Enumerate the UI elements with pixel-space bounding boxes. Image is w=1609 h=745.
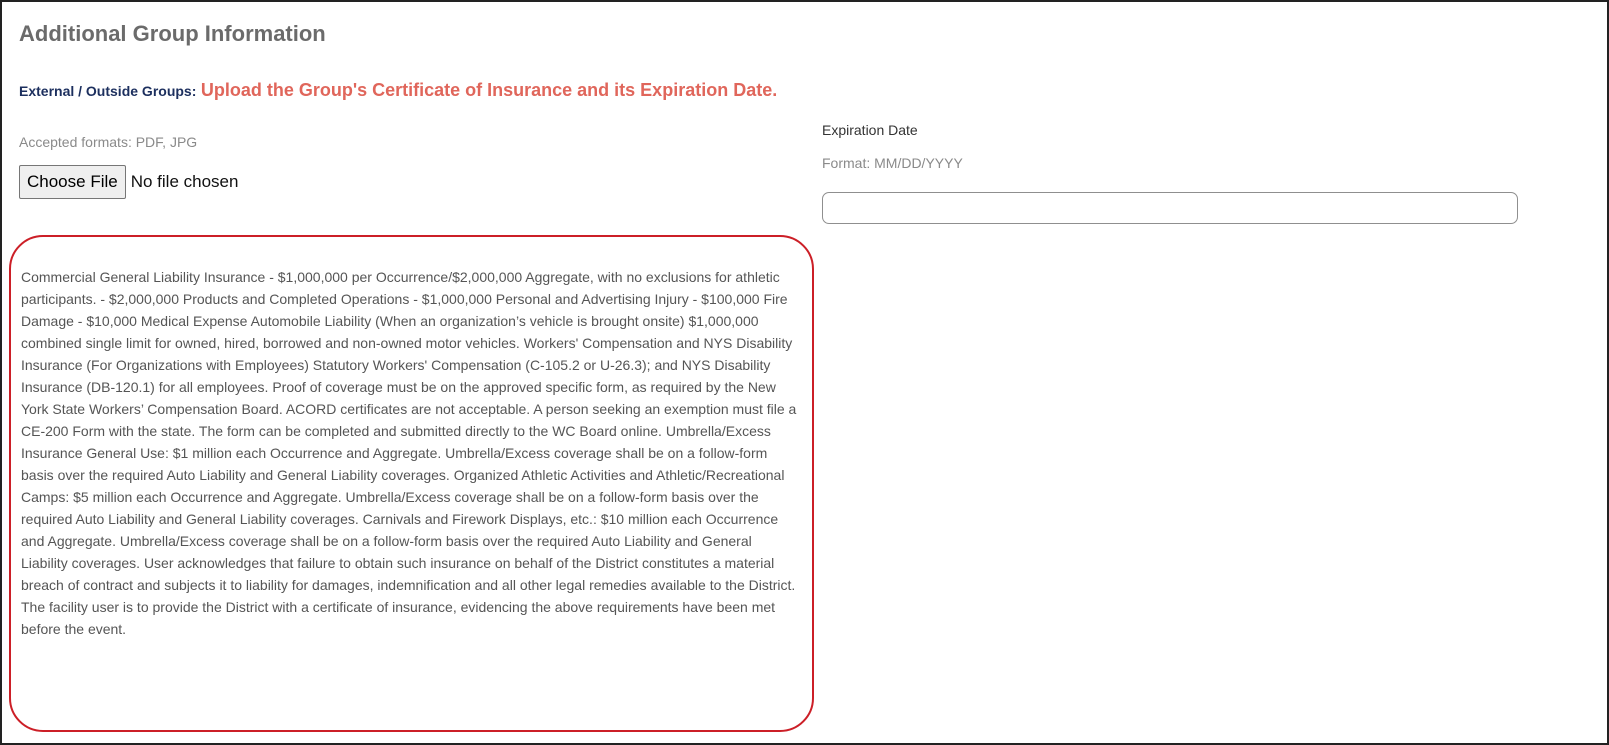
insurance-requirements-text: Commercial General Liability Insurance - $1,000,000 per Occurrence/$2,000,000 Aggregate, with no exclusions for athletic participants. - $2,000,000 Products and Completed Operations - $1,000,000 Personal and Advertising Injury - $100,000 Fire Damage - $10,000 Medical Expense Automobile Liability (When an organization’s vehicle is brought onsite) $1,000,000 combined single limit for owned, hired, borrowed and non-owned motor vehicles. Workers' Compensation and NYS Disability Insurance (For Organizations with Employees) Statutory Workers' Compensation (C-105.2 or U-26.3); and NYS Disability Insurance (DB-120.1) for all employees. Proof of coverage must be on the approved specific form, as required by the New York State Workers’ Compensation Board. ACORD certificates are not acceptable. A person seeking an exemption must file a CE-200 Form with the state. The form can be completed and submitted directly to the WC Board online. Umbrella/Excess Insurance General Use: $1 million each Occurrence and Aggregate. Umbrella/Excess coverage shall be on a follow-form basis over the required Auto Liability and General Liability coverages. Organized Athletic Activities and Athletic/Recreational Camps: $5 million each Occurrence and Aggregate. Umbrella/Excess coverage shall be on a follow-form basis over the required Auto Liability and General Liability coverages. Carnivals and Firework Displays, etc.: $10 million each Occurrence and Aggregate. Umbrella/Excess coverage shall be on a follow-form basis over the required Auto Liability and General Liability coverages. User acknowledges that failure to obtain such insurance on behalf of the District constitutes a material breach of contract and subjects it to liability for damages, indemnification and all other legal remedies available to the District. The facility user is to provide the District with a certificate of insurance, evidencing the above requirements have been met before the event.: [21, 269, 797, 637]
choose-file-button[interactable]: Choose File: [19, 165, 126, 199]
expiration-date-label: Expiration Date: [822, 122, 918, 138]
external-groups-instruction: [19, 80, 777, 101]
file-upload-control: [19, 165, 238, 199]
expiration-date-input[interactable]: [822, 192, 1518, 224]
file-status-text: No file chosen: [130, 172, 239, 191]
accepted-formats-hint: Accepted formats: PDF, JPG: [19, 134, 198, 150]
expiration-date-format-hint: Format: MM/DD/YYYY: [822, 155, 963, 171]
external-groups-label: External / Outside Groups:: [19, 83, 197, 99]
upload-warning-text: Upload the Group's Certificate of Insurance and its Expiration Date.: [200, 80, 778, 100]
insurance-requirements-highlight: [9, 235, 814, 732]
section-title: Additional Group Information: [19, 21, 326, 46]
